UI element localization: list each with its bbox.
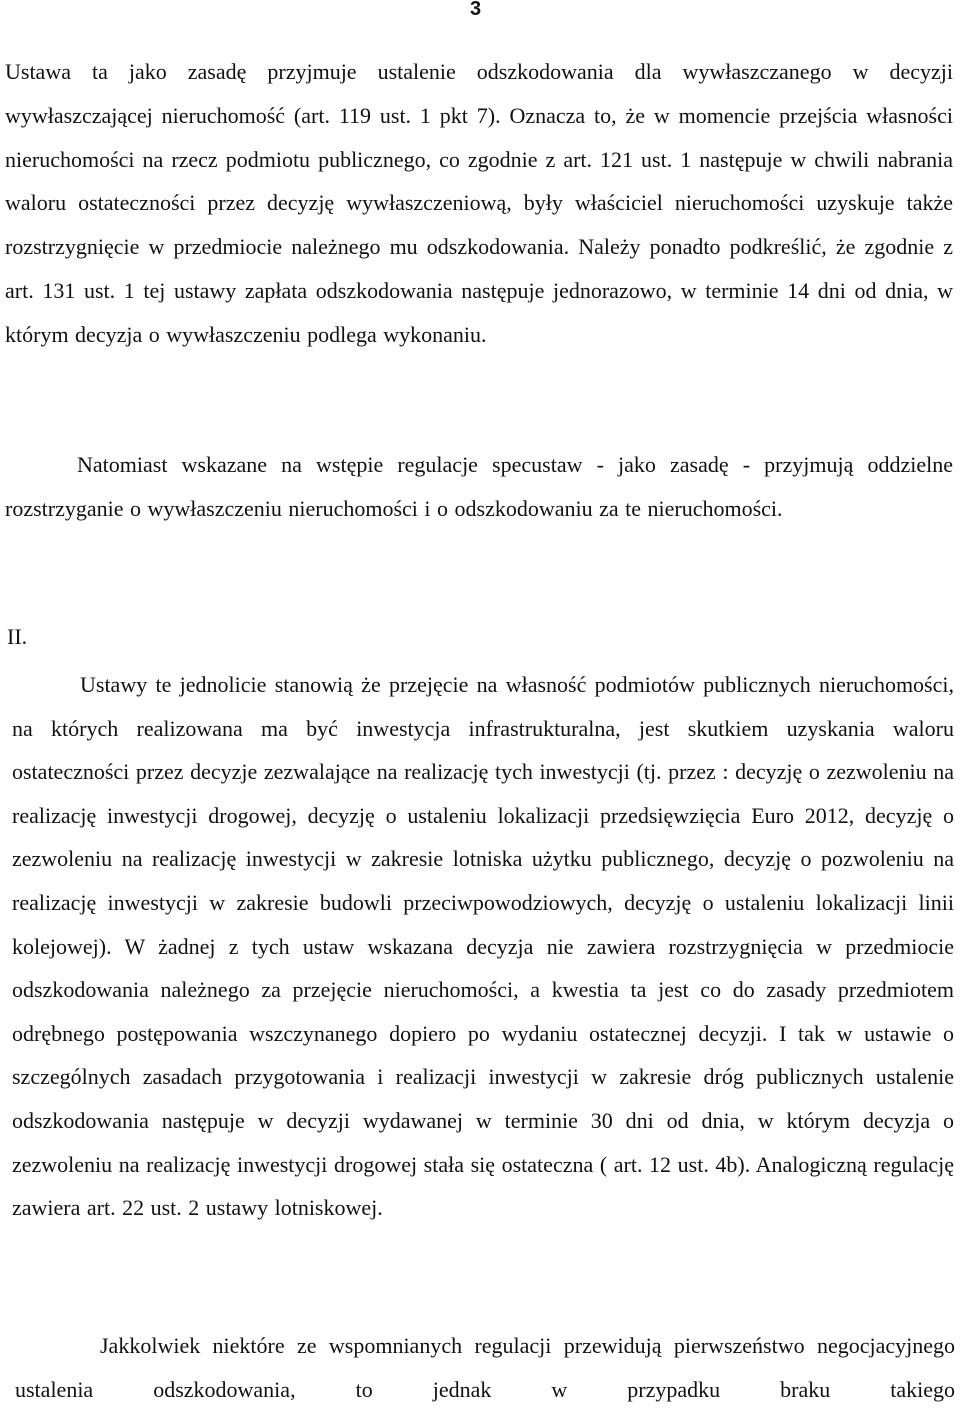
paragraph-3: Ustawy te jednolicie stanowią że przejęcie na własność podmiotów publicznych nieruchomości, na których realizowana ma być inwestycja infrastrukturalna, jest skutkiem uzyskania waloru ostateczności przez decyzje zezwalające na realizację tych inwestycji (tj. przez : decyzję o zezwoleniu na realizację inwestycji drogowej, decyzję o ustaleniu lokalizacji przedsięwzięcia Euro 2012, decyzję o zezwoleniu na realizację inwestycji w zakresie lotniska użytku publicznego, decyzję o pozwoleniu na realizację inwestycji w zakresie budowli przeciwpowodziowych, decyzję o ustaleniu lokalizacji linii kolejowej). W żadnej z tych ustaw wskazana decyzja nie zawiera rozstrzygnięcia w przedmiocie odszkodowania należnego za przejęcie nieruchomości, a kwestia ta jest co do zasady przedmiotem odrębnego postępowania wszczynanego dopiero po wydaniu ostatecznej decyzji. I tak w ustawie o szczególnych zasadach przygotowania i realizacji inwestycji w zakresie dróg publicznych ustalenie odszkodowania następuje w decyzji wydawanej w terminie 30 dni od dnia, w którym decyzja o zezwoleniu na realizację inwestycji drogowej stała się ostateczna ( art. 12 ust. 4b). Analogiczną regulację zawiera art. 22 ust. 2 ustawy lotniskowej.	[12, 672, 954, 1221]
section-heading: II.	[7, 624, 28, 649]
paragraph-4: Jakkolwiek niektóre ze wspomnianych regulacji przewidują pierwszeństwo negocjacyjnego ustalenia odszkodowania, to jednak w przypadku braku takiego	[15, 1333, 955, 1402]
paragraph-1: Ustawa ta jako zasadę przyjmuje ustalenie odszkodowania dla wywłaszczanego w decyzji wywłaszczającej nieruchomość (art. 119 ust. 1 pkt 7). Oznacza to, że w momencie przejścia własności nieruchomości na rzecz podmiotu publicznego, co zgodnie z art. 121 ust. 1 następuje w chwili nabrania waloru ostateczności przez decyzję wywłaszczeniową, były właściciel nieruchomości uzyskuje także rozstrzygnięcie w przedmiocie należnego mu odszkodowania. Należy ponadto podkreślić, że zgodnie z art. 131 ust. 1 tej ustawy zapłata odszkodowania następuje jednorazowo, w terminie 14 dni od dnia, w którym decyzja o wywłaszczeniu podlega wykonaniu.	[5, 59, 953, 347]
paragraph-2: Natomiast wskazane na wstępie regulacje specustaw - jako zasadę - przyjmują oddzielne rozstrzyganie o wywłaszczeniu nieruchomości i o odszkodowaniu za te nieruchomości.	[5, 452, 953, 521]
page-number: 3	[470, 0, 482, 20]
